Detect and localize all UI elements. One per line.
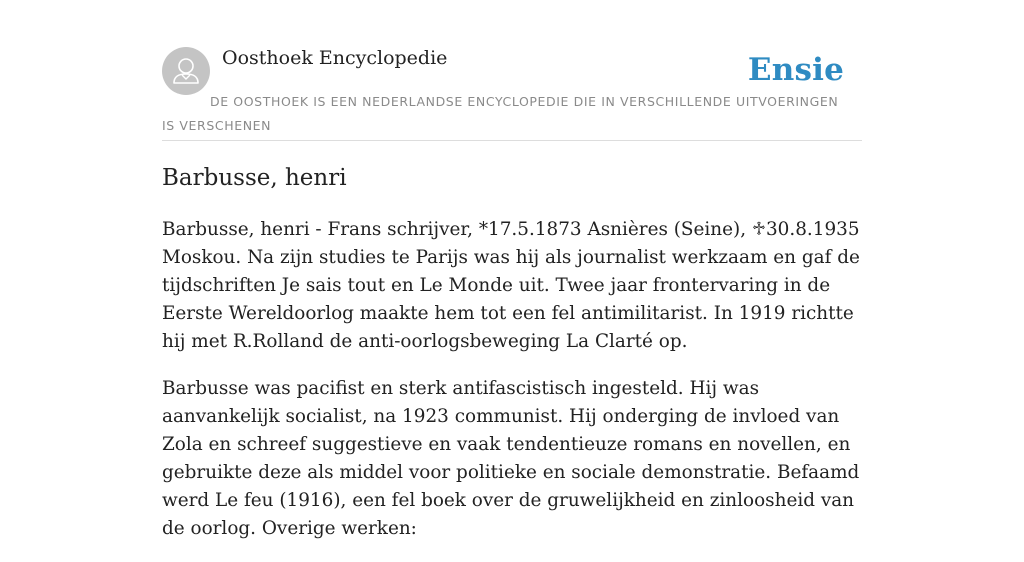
avatar[interactable]	[162, 47, 210, 95]
article-title: Barbusse, henri	[162, 165, 347, 191]
header	[162, 46, 862, 141]
article-paragraph: Barbusse was pacifist en sterk antifascistisch ingesteld. Hij was aanvankelijk socialist, na 1923 communist. Hij onderging de invloed van Zola en schreef suggestieve en vaak tendentieuze romans en novellen, en gebruikte deze als middel voor politieke en sociale demonstratie. Befaamd werd Le feu (1916), een fel boek over de gruwelijkheid en zinloosheid van de oorlog. Overige werken:	[162, 378, 860, 539]
source-tagline: DE OOSTHOEK IS EEN NEDERLANDSE ENCYCLOPEDIE DIE IN VERSCHILLENDE UITVOERINGEN IS VERSCHENEN	[162, 94, 839, 133]
source-name[interactable]: Oosthoek Encyclopedie	[222, 47, 448, 69]
article-paragraph: Barbusse, henri - Frans schrijver, *17.5.1873 Asnières (Seine), ♱30.8.1935 Moskou. Na zijn studies te Parijs was hij als journalist werkzaam en gaf de tijdschriften Je sais tout en Le Monde uit. Twee jaar frontervaring in de Eerste Wereldoorlog maakte hem tot een fel antimilitarist. In 1919 richtte hij met R.Rolland de anti-oorlogsbeweging La Clarté op.	[162, 219, 860, 352]
brand-logo[interactable]: Ensie	[747, 52, 844, 88]
user-silhouette-icon	[162, 47, 210, 95]
article-body	[162, 216, 862, 562]
